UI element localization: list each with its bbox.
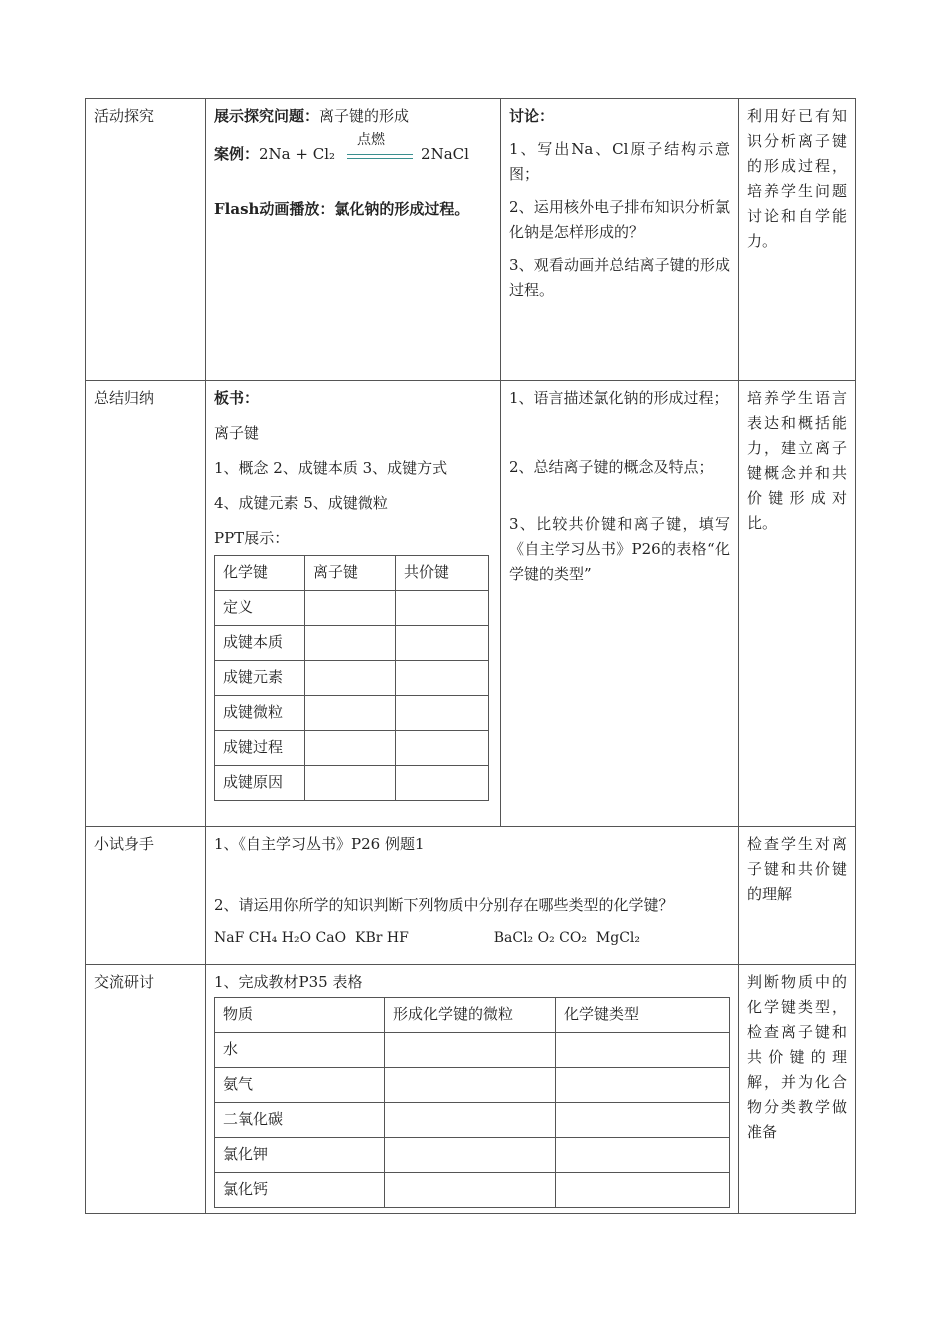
design-intent: 培养学生语言表达和概括能力，建立离子键概念并和共价键形成对比。	[739, 381, 856, 827]
blank-cell[interactable]	[305, 696, 396, 731]
table-header-row	[215, 556, 489, 591]
equation-left: 2Na + Cl₂	[259, 145, 336, 163]
board-topic: 离子键	[214, 424, 260, 442]
table-row	[215, 661, 489, 696]
row-header: 成键微粒	[215, 696, 305, 731]
header-cell: 共价键	[396, 556, 489, 591]
blank-cell[interactable]	[396, 661, 489, 696]
blank-cell[interactable]	[305, 661, 396, 696]
table-header-row	[215, 998, 730, 1033]
question-text: 离子键的形成	[319, 107, 410, 125]
blank-cell[interactable]	[396, 626, 489, 661]
design-intent: 判断物质中的化学键类型，检查离子键和共价键的理解，并为化合物分类教学做准备	[739, 965, 856, 1214]
substance-list	[214, 926, 730, 951]
substance: O₂	[537, 930, 555, 946]
row-label: 交流研讨	[86, 965, 206, 1214]
bond-comparison-table	[214, 555, 489, 801]
blank-cell[interactable]	[385, 1068, 556, 1103]
design-intent: 利用好已有知识分析离子键的形成过程，培养学生问题讨论和自学能力。	[739, 99, 856, 381]
blank-cell[interactable]	[305, 591, 396, 626]
case-label: 案例：	[214, 145, 260, 163]
discussion-heading: 讨论：	[509, 107, 555, 125]
header-cell: 化学键	[215, 556, 305, 591]
practice-content	[206, 827, 739, 965]
practice-item: 1、《自主学习丛书》P26 例题1	[214, 835, 425, 853]
table-row	[215, 1173, 730, 1208]
substance: NaF	[214, 930, 245, 946]
row-header: 成键原因	[215, 766, 305, 801]
row-practice	[86, 827, 856, 965]
board-line: 4、成键元素 5、成键微粒	[214, 494, 388, 512]
table-row	[215, 1068, 730, 1103]
ppt-label: PPT展示：	[214, 529, 290, 547]
header-cell: 化学键类型	[556, 998, 730, 1033]
substance: HF	[386, 930, 409, 946]
discussion-item: 3、观看动画并总结离子键的形成过程。	[509, 256, 730, 299]
row-label: 总结归纳	[86, 381, 206, 827]
table-row	[215, 626, 489, 661]
reaction-equation	[214, 132, 492, 167]
discussion-item: 2、运用核外电子排布知识分析氯化钠是怎样形成的？	[509, 198, 730, 241]
blank-cell[interactable]	[556, 1068, 730, 1103]
substance: MgCl₂	[595, 930, 640, 946]
reaction-condition-arrow	[347, 132, 413, 159]
row-header: 氯化钙	[215, 1173, 385, 1208]
blank-cell[interactable]	[305, 766, 396, 801]
substance: H₂O	[281, 930, 312, 946]
blank-cell[interactable]	[396, 696, 489, 731]
row-header: 成键过程	[215, 731, 305, 766]
task-item: 2、总结离子键的概念及特点；	[509, 458, 714, 476]
task-item: 1、语言描述氯化钠的形成过程；	[509, 389, 729, 407]
question-label: 展示探究问题：	[214, 107, 320, 125]
exchange-item: 1、完成教材P35 表格	[214, 973, 363, 991]
row-header: 成键元素	[215, 661, 305, 696]
activity-content	[206, 99, 501, 381]
flash-note: Flash动画播放：氯化钠的形成过程。	[214, 200, 470, 218]
blank-cell[interactable]	[385, 1103, 556, 1138]
blank-cell[interactable]	[556, 1033, 730, 1068]
row-header: 氨气	[215, 1068, 385, 1103]
blank-cell[interactable]	[396, 731, 489, 766]
row-activity	[86, 99, 856, 381]
blank-cell[interactable]	[396, 591, 489, 626]
substance: CH₄	[248, 930, 278, 946]
row-label: 小试身手	[86, 827, 206, 965]
row-header: 氯化钾	[215, 1138, 385, 1173]
header-cell: 形成化学键的微粒	[385, 998, 556, 1033]
board-line: 1、概念 2、成键本质 3、成键方式	[214, 459, 448, 477]
row-exchange	[86, 965, 856, 1214]
substance: CO₂	[559, 930, 587, 946]
blank-cell[interactable]	[385, 1173, 556, 1208]
exchange-content	[206, 965, 739, 1214]
table-row	[215, 731, 489, 766]
discussion	[501, 99, 739, 381]
design-intent: 检查学生对离子键和共价键的理解	[739, 827, 856, 965]
blank-cell[interactable]	[556, 1103, 730, 1138]
blank-cell[interactable]	[556, 1138, 730, 1173]
row-summary	[86, 381, 856, 827]
substance: BaCl₂	[493, 930, 534, 946]
row-label: 活动探究	[86, 99, 206, 381]
table-row	[215, 696, 489, 731]
blank-cell[interactable]	[305, 731, 396, 766]
table-row	[215, 1138, 730, 1173]
lesson-plan-table	[85, 98, 856, 1214]
row-header: 定义	[215, 591, 305, 626]
blank-cell[interactable]	[385, 1138, 556, 1173]
row-header: 成键本质	[215, 626, 305, 661]
blank-cell[interactable]	[305, 626, 396, 661]
table-row	[215, 591, 489, 626]
substance: CaO	[315, 930, 347, 946]
board-label: 板书：	[214, 389, 260, 407]
header-cell: 物质	[215, 998, 385, 1033]
blank-cell[interactable]	[396, 766, 489, 801]
equation-right: 2NaCl	[421, 145, 469, 163]
task-item: 3、比较共价键和离子键，填写《自主学习丛书》P26的表格“化学键的类型”	[509, 515, 730, 583]
summary-tasks	[501, 381, 739, 827]
header-cell: 离子键	[305, 556, 396, 591]
substance: KBr	[354, 930, 383, 946]
table-row	[215, 766, 489, 801]
summary-content	[206, 381, 501, 827]
row-header: 水	[215, 1033, 385, 1068]
substance-bond-table	[214, 997, 730, 1208]
blank-cell[interactable]	[385, 1033, 556, 1068]
table-row	[215, 1103, 730, 1138]
reaction-condition: 点燃	[357, 132, 386, 148]
row-header: 二氧化碳	[215, 1103, 385, 1138]
discussion-item: 1、写出Na、Cl原子结构示意图；	[509, 140, 730, 183]
table-row	[215, 1033, 730, 1068]
practice-item: 2、请运用你所学的知识判断下列物质中分别存在哪些类型的化学键？	[214, 896, 674, 914]
blank-cell[interactable]	[556, 1173, 730, 1208]
